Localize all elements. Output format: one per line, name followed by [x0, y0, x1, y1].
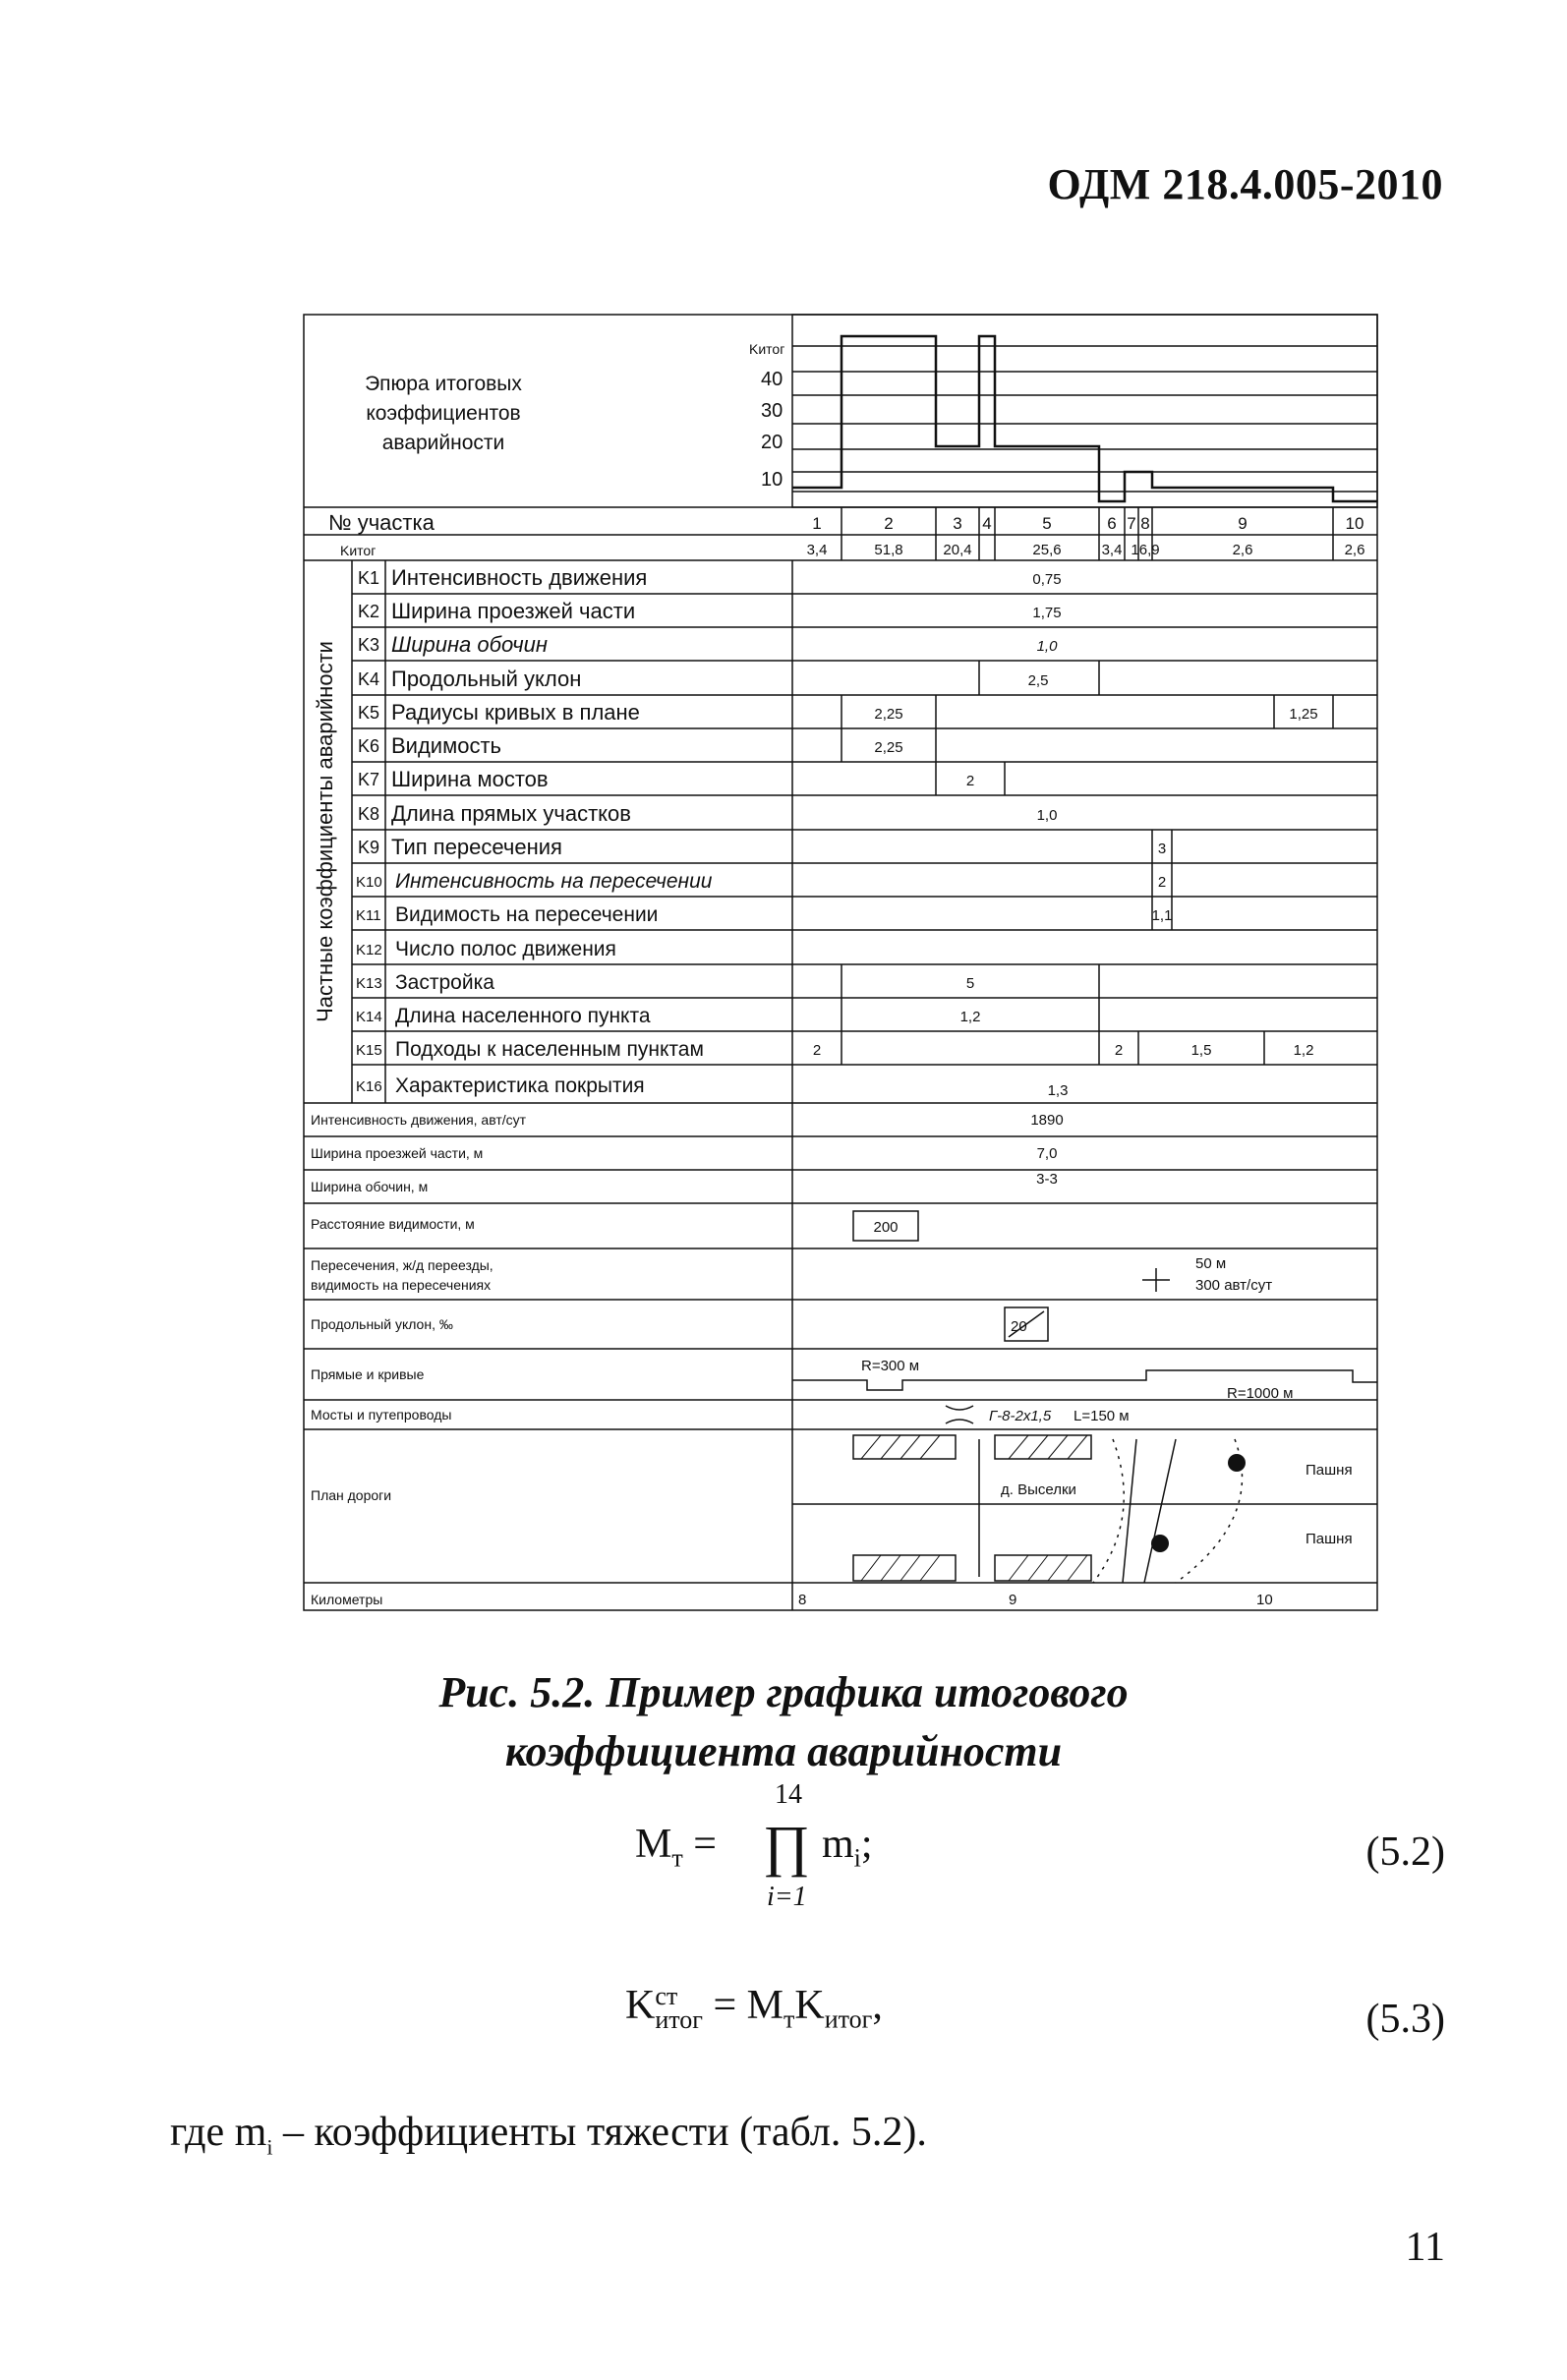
- factor-value: 2: [1157, 874, 1167, 891]
- row-label: видимость на пересечениях: [311, 1277, 492, 1293]
- section-label: № участка: [328, 510, 435, 535]
- diagram-title-line-3: аварийности: [381, 432, 505, 454]
- kitog-value: 3,4: [806, 542, 828, 558]
- factor-name: Интенсивность движения: [391, 565, 648, 590]
- factor-code: K15: [356, 1042, 382, 1059]
- factor-value: 1,75: [1032, 605, 1062, 621]
- row-label: Интенсивность движения, авт/сут: [311, 1112, 527, 1128]
- km-label: 9: [1009, 1592, 1017, 1608]
- factor-name: Число полос движения: [395, 938, 616, 960]
- factor-name: Видимость на пересечении: [395, 903, 659, 926]
- factor-code: K4: [358, 669, 380, 689]
- factor-code: K1: [358, 568, 380, 588]
- factor-code: K12: [356, 942, 382, 958]
- section-number: 4: [982, 514, 992, 533]
- factor-code: K13: [356, 975, 382, 992]
- row-value: Г-8-2х1,5: [989, 1408, 1052, 1424]
- factor-value: 5: [965, 975, 975, 992]
- row-value: 300 авт/сут: [1195, 1277, 1273, 1294]
- row-value: 50 м: [1195, 1255, 1227, 1272]
- km-label: 8: [798, 1592, 807, 1608]
- section-number: 9: [1238, 514, 1248, 533]
- tree-icon: [1151, 1535, 1169, 1552]
- factor-value: 1,0: [1036, 807, 1058, 824]
- factor-value: 2,25: [874, 706, 903, 723]
- factor-name: Радиусы кривых в плане: [391, 700, 640, 725]
- factor-value: 2,5: [1027, 672, 1049, 689]
- factor-value: 3: [1157, 841, 1167, 857]
- factor-value: 1,2: [1293, 1042, 1314, 1059]
- factor-value: 1,1: [1151, 907, 1173, 924]
- factor-value: 2: [812, 1042, 822, 1059]
- section-number: 6: [1107, 514, 1117, 533]
- accident-rate-figure: [291, 309, 1384, 1626]
- factor-value: 1,5: [1190, 1042, 1212, 1059]
- row-value: 1890: [1030, 1112, 1064, 1129]
- row-label: Прямые и кривые: [311, 1366, 425, 1382]
- section-number: 1: [812, 514, 822, 533]
- kitog-value: 16,9: [1131, 542, 1160, 558]
- factor-code: K10: [356, 874, 382, 891]
- caption-line-2: коэффициента аварийности: [504, 1727, 1063, 1775]
- factor-name: Продольный уклон: [391, 667, 582, 691]
- kitog-label: Kитог: [340, 543, 377, 558]
- formula-upper-limit: 14: [775, 1779, 802, 1810]
- diagram-title-line-2: коэффициентов: [366, 402, 521, 425]
- formula-lower-limit: i=1: [767, 1882, 807, 1912]
- row-value: 20: [1011, 1318, 1027, 1335]
- row-value: 3-3: [1036, 1171, 1058, 1188]
- k-axis-tick: 30: [761, 400, 784, 422]
- where-text: где $m_i$ – коэффициенты тяжести (табл. 5.2).: [170, 2110, 927, 2160]
- factor-name: Тип пересечения: [391, 835, 562, 859]
- factor-code: K8: [358, 804, 380, 824]
- kitog-value: 20,4: [943, 542, 972, 558]
- factor-value: 2: [965, 773, 975, 789]
- tree-icon: [1228, 1454, 1246, 1472]
- section-number: 10: [1345, 514, 1364, 533]
- formula-5-3: K ст итог = $M_тK_{итог}$,: [625, 1982, 883, 2035]
- row-label: Километры: [311, 1592, 383, 1607]
- row-value: R=300 м: [861, 1358, 920, 1374]
- row-label: Продольный уклон, ‰: [311, 1316, 453, 1332]
- factor-value: 1,0: [1036, 638, 1058, 655]
- factor-value: 2: [1114, 1042, 1124, 1059]
- row-label: План дороги: [311, 1487, 392, 1503]
- factor-name: Ширина обочин: [391, 632, 548, 657]
- factor-code: K11: [356, 907, 381, 924]
- row-label: Ширина обочин, м: [311, 1179, 429, 1194]
- k-axis-tick: 40: [761, 369, 784, 390]
- factor-name: Застройка: [395, 971, 494, 994]
- row-value: 7,0: [1036, 1145, 1058, 1162]
- row-label: Мосты и путепроводы: [311, 1407, 452, 1422]
- kitog-value: 25,6: [1032, 542, 1062, 558]
- formula-number-5-2: (5.2): [1365, 1829, 1445, 1875]
- factor-name: Ширина проезжей части: [391, 599, 636, 623]
- factor-code: K5: [358, 703, 380, 723]
- row-value: д. Выселки: [1001, 1481, 1076, 1498]
- row-value: Пашня: [1306, 1531, 1353, 1547]
- k-axis-tick: 10: [761, 469, 784, 491]
- row-label: Расстояние видимости, м: [311, 1216, 475, 1232]
- formula-number-5-3: (5.3): [1365, 1997, 1445, 2042]
- k-axis-label: Kитог: [749, 341, 785, 357]
- formula-5-2: [635, 1779, 930, 1917]
- row-label: Пересечения, ж/д переезды,: [311, 1257, 493, 1273]
- row-label: Ширина проезжей части, м: [311, 1145, 484, 1161]
- kitog-value: 51,8: [874, 542, 903, 558]
- km-label: 10: [1256, 1592, 1273, 1608]
- k-axis-tick: 20: [761, 432, 784, 453]
- formula-lhs: $M_т$ =: [635, 1822, 717, 1873]
- factor-value: 2,25: [874, 739, 903, 756]
- section-number: 3: [953, 514, 962, 533]
- factor-name: Видимость: [391, 733, 501, 758]
- factor-code: K16: [356, 1078, 382, 1095]
- page-number: 11: [1405, 2225, 1445, 2270]
- factor-value: 1,2: [959, 1009, 981, 1025]
- factor-code: K2: [358, 602, 380, 621]
- row-value: L=150 м: [1074, 1408, 1130, 1424]
- factor-name: Ширина мостов: [391, 767, 549, 791]
- formula-term: $m_i$;: [822, 1822, 873, 1873]
- factor-name: Длина прямых участков: [391, 801, 631, 826]
- caption-line-1: Рис. 5.2. Пример графика итогового: [438, 1668, 1129, 1716]
- factor-name: Интенсивность на пересечении: [395, 870, 713, 893]
- kitog-value: 2,6: [1344, 542, 1365, 558]
- kitog-value: 3,4: [1101, 542, 1123, 558]
- factor-code: K7: [358, 770, 380, 789]
- row-value: 200: [873, 1219, 899, 1236]
- vertical-factors-label: Частные коэффициенты аварийности: [313, 641, 337, 1022]
- product-symbol: ∏: [763, 1814, 810, 1878]
- factor-value: 1,25: [1289, 706, 1318, 723]
- section-number: 8: [1140, 514, 1150, 533]
- section-number: 2: [884, 514, 894, 533]
- figure-caption: [0, 1663, 1567, 1781]
- section-number: 5: [1042, 514, 1052, 533]
- factor-value: 1,3: [1047, 1082, 1069, 1099]
- factor-code: K6: [358, 736, 380, 756]
- row-value: Пашня: [1306, 1462, 1353, 1479]
- section-numbers: [812, 514, 1364, 533]
- factor-name: Подходы к населенным пунктам: [395, 1038, 704, 1061]
- factor-value: 0,75: [1032, 571, 1062, 588]
- kitog-value: 2,6: [1232, 542, 1253, 558]
- factor-code: K9: [358, 838, 380, 857]
- factor-code: K3: [358, 635, 380, 655]
- document-code: ОДМ 218.4.005-2010: [1047, 160, 1443, 208]
- section-number: 7: [1127, 514, 1136, 533]
- factor-name: Длина населенного пункта: [395, 1005, 651, 1027]
- diagram-title-line-1: Эпюра итоговых: [365, 373, 522, 395]
- row-value: R=1000 м: [1227, 1385, 1294, 1402]
- factor-code: K14: [356, 1009, 382, 1025]
- factor-name: Характеристика покрытия: [395, 1074, 645, 1097]
